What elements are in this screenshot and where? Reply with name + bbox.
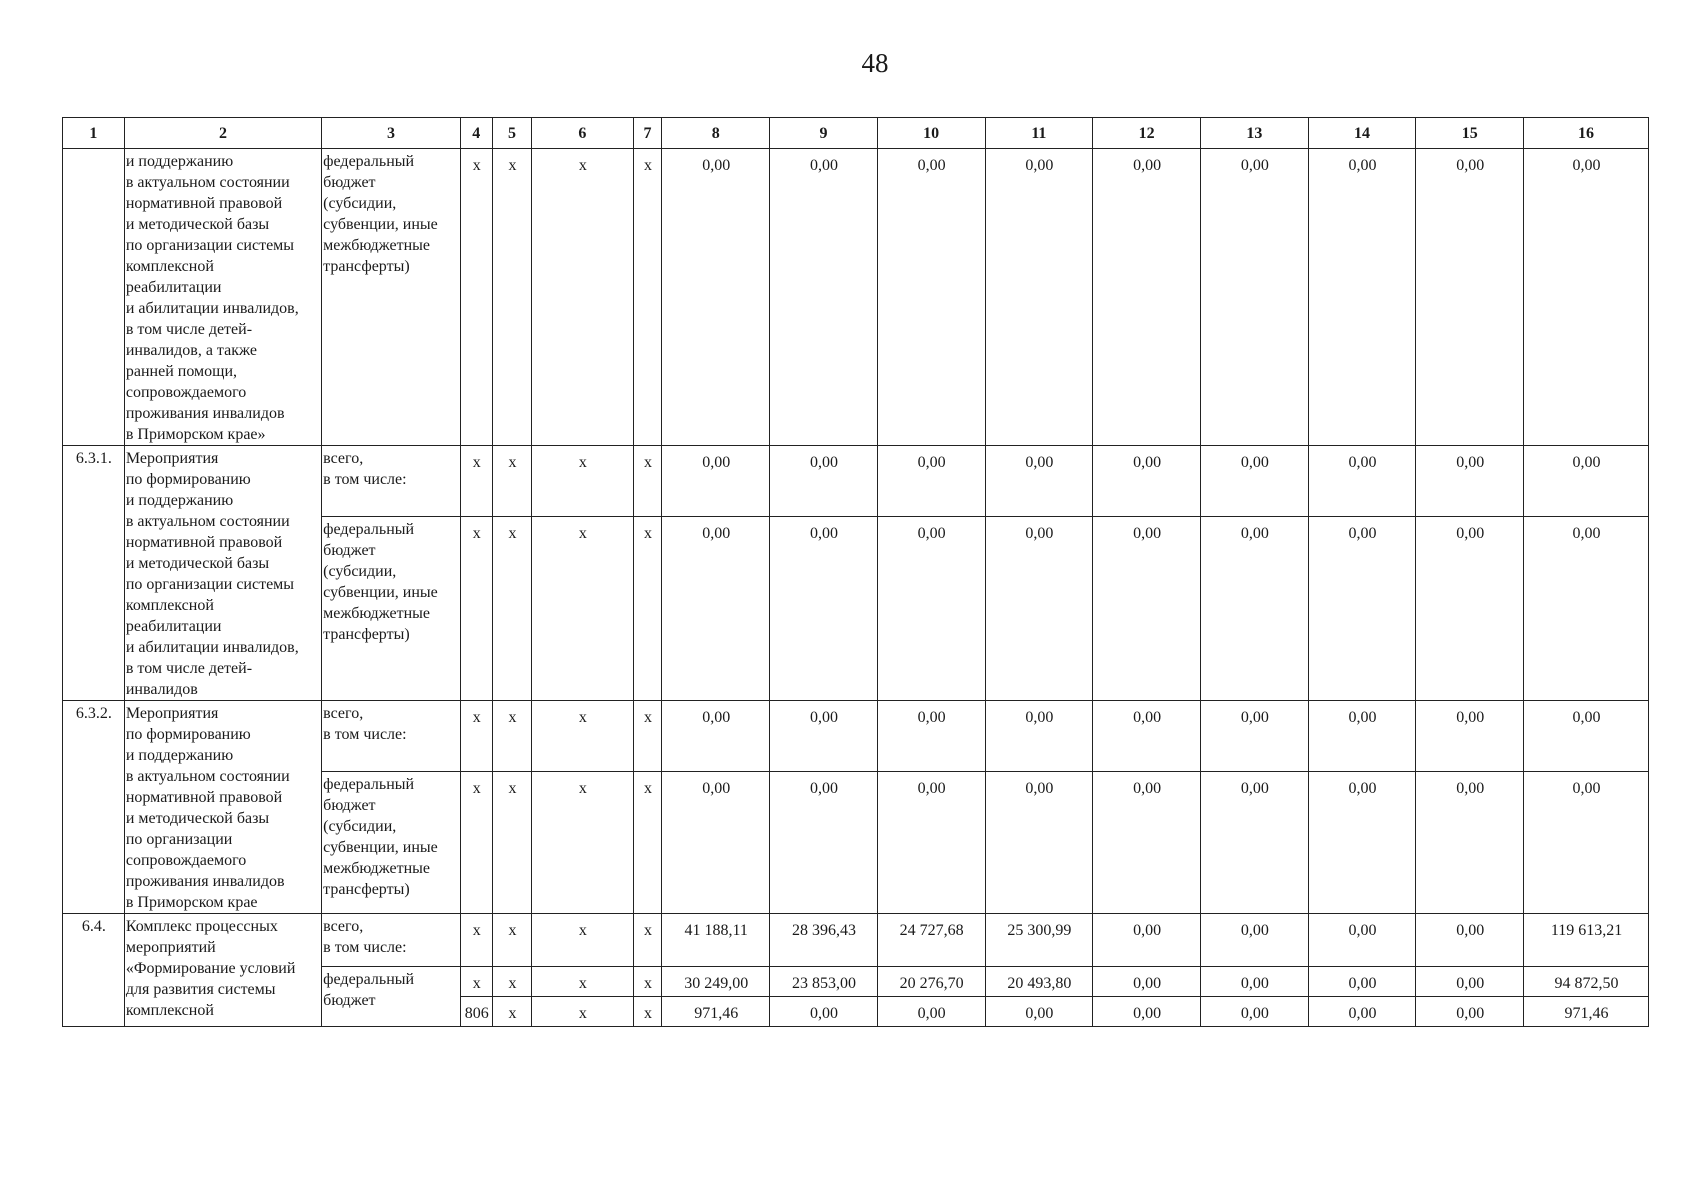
code-cell: x: [492, 772, 531, 914]
amount-cell: 0,00: [770, 772, 878, 914]
amount-cell: 0,00: [1416, 967, 1524, 997]
code-cell: x: [532, 914, 633, 967]
column-header: 16: [1524, 118, 1649, 149]
code-cell: x: [532, 701, 633, 772]
amount-cell: 0,00: [877, 997, 985, 1027]
amount-cell: 0,00: [1416, 997, 1524, 1027]
amount-cell: 971,46: [662, 997, 770, 1027]
amount-cell: 0,00: [877, 701, 985, 772]
funding-source: федеральный бюджет (субсидии, субвенции, иные межбюджетные трансферты): [322, 517, 461, 701]
amount-cell: 0,00: [1416, 517, 1524, 701]
amount-cell: 25 300,99: [985, 914, 1093, 967]
code-cell: x: [460, 967, 492, 997]
amount-cell: 0,00: [1416, 772, 1524, 914]
amount-cell: 0,00: [1200, 701, 1308, 772]
amount-cell: 0,00: [1093, 446, 1201, 517]
column-header: 10: [877, 118, 985, 149]
code-cell: x: [492, 967, 531, 997]
amount-cell: 0,00: [877, 446, 985, 517]
code-cell: x: [532, 967, 633, 997]
funding-source: всего, в том числе:: [322, 446, 461, 517]
code-cell: x: [460, 701, 492, 772]
amount-cell: 0,00: [662, 446, 770, 517]
column-header: 5: [492, 118, 531, 149]
column-header: 11: [985, 118, 1093, 149]
amount-cell: 0,00: [1524, 149, 1649, 446]
amount-cell: 0,00: [985, 772, 1093, 914]
column-header: 13: [1200, 118, 1308, 149]
amount-cell: 0,00: [985, 997, 1093, 1027]
amount-cell: 0,00: [1200, 914, 1308, 967]
amount-cell: 0,00: [1308, 446, 1416, 517]
header-row: [63, 118, 1649, 149]
amount-cell: 0,00: [662, 149, 770, 446]
code-cell: x: [532, 772, 633, 914]
code-cell: x: [492, 517, 531, 701]
amount-cell: 0,00: [877, 517, 985, 701]
column-header: 6: [532, 118, 633, 149]
funding-source: всего, в том числе:: [322, 701, 461, 772]
code-cell: x: [460, 517, 492, 701]
column-header: 12: [1093, 118, 1201, 149]
amount-cell: 0,00: [1200, 997, 1308, 1027]
amount-cell: 20 493,80: [985, 967, 1093, 997]
amount-cell: 0,00: [1093, 517, 1201, 701]
amount-cell: 0,00: [770, 149, 878, 446]
column-header: 15: [1416, 118, 1524, 149]
amount-cell: 0,00: [1200, 772, 1308, 914]
amount-cell: 0,00: [1093, 149, 1201, 446]
amount-cell: 0,00: [1524, 701, 1649, 772]
code-cell: x: [460, 914, 492, 967]
column-header: 4: [460, 118, 492, 149]
amount-cell: 0,00: [662, 517, 770, 701]
amount-cell: 0,00: [1308, 967, 1416, 997]
funding-source: всего, в том числе:: [322, 914, 461, 967]
amount-cell: 0,00: [1093, 914, 1201, 967]
table-row: [63, 914, 1649, 967]
activity-name: и поддержанию в актуальном состоянии нормативной правовой и методической базы по организации системы комплексной реабилитации и абилитации инвалидов, в том числе детей- инвалидов, а также ранней помощи, сопровождаемого проживания инвалидов в Приморском крае»: [124, 149, 321, 446]
code-cell: x: [633, 772, 662, 914]
amount-cell: 0,00: [1093, 997, 1201, 1027]
column-header: 14: [1308, 118, 1416, 149]
row-code: 6.3.1.: [63, 446, 125, 701]
amount-cell: 0,00: [877, 149, 985, 446]
code-cell: x: [492, 149, 531, 446]
code-cell: x: [492, 997, 531, 1027]
code-cell: x: [492, 446, 531, 517]
amount-cell: 41 188,11: [662, 914, 770, 967]
amount-cell: 0,00: [770, 997, 878, 1027]
amount-cell: 24 727,68: [877, 914, 985, 967]
table-row: [63, 701, 1649, 772]
code-cell: x: [492, 701, 531, 772]
table-row: [63, 149, 1649, 446]
funding-source: федеральный бюджет (субсидии, субвенции, иные межбюджетные трансферты): [322, 772, 461, 914]
code-cell: x: [633, 914, 662, 967]
code-cell: x: [633, 967, 662, 997]
amount-cell: 119 613,21: [1524, 914, 1649, 967]
amount-cell: 0,00: [770, 701, 878, 772]
column-header: 3: [322, 118, 461, 149]
amount-cell: 0,00: [1200, 149, 1308, 446]
amount-cell: 0,00: [1200, 446, 1308, 517]
code-cell: 806: [460, 997, 492, 1027]
amount-cell: 0,00: [985, 149, 1093, 446]
amount-cell: 0,00: [985, 517, 1093, 701]
code-cell: x: [460, 446, 492, 517]
amount-cell: 0,00: [662, 701, 770, 772]
budget-table: [62, 117, 1649, 1027]
amount-cell: 0,00: [1200, 517, 1308, 701]
amount-cell: 23 853,00: [770, 967, 878, 997]
code-cell: x: [460, 772, 492, 914]
amount-cell: 0,00: [1524, 772, 1649, 914]
activity-name: Мероприятия по формированию и поддержанию в актуальном состоянии нормативной правовой и методической базы по организации системы комплексной реабилитации и абилитации инвалидов, в том числе детей- инвалидов: [124, 446, 321, 701]
amount-cell: 0,00: [1308, 772, 1416, 914]
code-cell: x: [532, 997, 633, 1027]
code-cell: x: [460, 149, 492, 446]
amount-cell: 0,00: [1200, 967, 1308, 997]
code-cell: x: [633, 701, 662, 772]
amount-cell: 94 872,50: [1524, 967, 1649, 997]
funding-source: федеральный бюджет (субсидии, субвенции, иные межбюджетные трансферты): [322, 149, 461, 446]
amount-cell: 30 249,00: [662, 967, 770, 997]
page-number: 48: [861, 48, 889, 78]
row-code: 6.3.2.: [63, 701, 125, 914]
code-cell: x: [532, 446, 633, 517]
amount-cell: 0,00: [1093, 701, 1201, 772]
amount-cell: 0,00: [1308, 914, 1416, 967]
column-header: 8: [662, 118, 770, 149]
row-code: 6.4.: [63, 914, 125, 1027]
amount-cell: 0,00: [1524, 446, 1649, 517]
amount-cell: 0,00: [1093, 772, 1201, 914]
amount-cell: 0,00: [1308, 701, 1416, 772]
code-cell: x: [633, 446, 662, 517]
amount-cell: 0,00: [877, 772, 985, 914]
amount-cell: 0,00: [1524, 517, 1649, 701]
amount-cell: 0,00: [1093, 967, 1201, 997]
amount-cell: 0,00: [985, 701, 1093, 772]
amount-cell: 971,46: [1524, 997, 1649, 1027]
amount-cell: 0,00: [985, 446, 1093, 517]
activity-name: Мероприятия по формированию и поддержанию в актуальном состоянии нормативной правовой и методической базы по организации сопровождаемого проживания инвалидов в Приморском крае: [124, 701, 321, 914]
amount-cell: 0,00: [1308, 149, 1416, 446]
column-header: 2: [124, 118, 321, 149]
amount-cell: 0,00: [1308, 517, 1416, 701]
funding-source: федеральный бюджет: [322, 967, 461, 1027]
amount-cell: 0,00: [1416, 446, 1524, 517]
code-cell: x: [633, 997, 662, 1027]
amount-cell: 0,00: [1416, 701, 1524, 772]
column-header: 1: [63, 118, 125, 149]
amount-cell: 0,00: [770, 446, 878, 517]
amount-cell: 20 276,70: [877, 967, 985, 997]
amount-cell: 0,00: [1308, 997, 1416, 1027]
code-cell: x: [633, 149, 662, 446]
activity-name: Комплекс процессных мероприятий «Формирование условий для развития системы комплексной: [124, 914, 321, 1027]
amount-cell: 0,00: [1416, 149, 1524, 446]
amount-cell: 0,00: [662, 772, 770, 914]
column-header: 9: [770, 118, 878, 149]
amount-cell: 0,00: [1416, 914, 1524, 967]
amount-cell: 28 396,43: [770, 914, 878, 967]
code-cell: x: [532, 149, 633, 446]
table-row: [63, 446, 1649, 517]
code-cell: x: [633, 517, 662, 701]
column-header: 7: [633, 118, 662, 149]
amount-cell: 0,00: [770, 517, 878, 701]
row-code: [63, 149, 125, 446]
code-cell: x: [532, 517, 633, 701]
code-cell: x: [492, 914, 531, 967]
